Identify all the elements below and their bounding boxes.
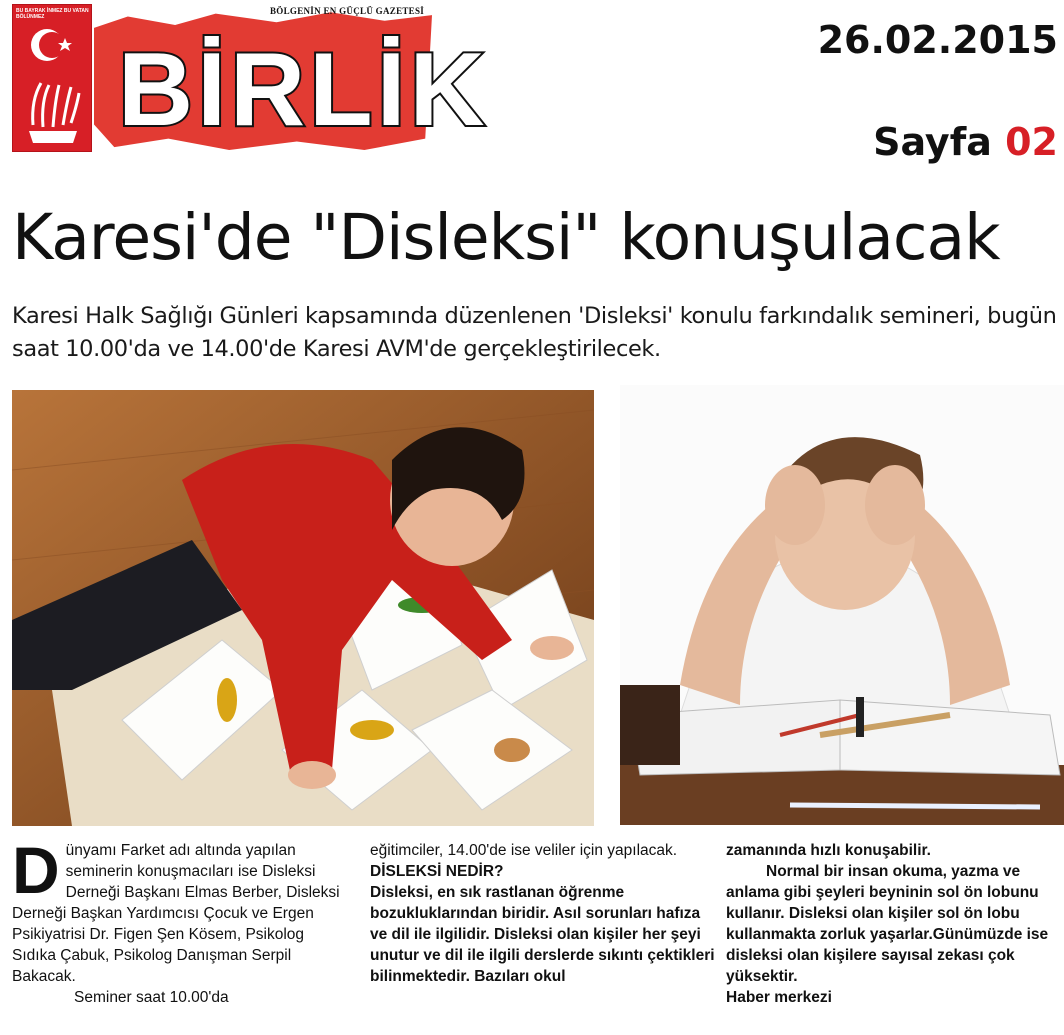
flag-slogan: BU BAYRAK İNMEZ BU VATAN BÖLÜNMEZ [16, 8, 89, 20]
masthead-tagline: BÖLGENİN EN GÜÇLÜ GAZETESİ [270, 6, 425, 16]
article-column-3 [726, 840, 1064, 1008]
drop-cap: D [12, 833, 60, 907]
masthead [12, 4, 489, 154]
page-indicator [873, 120, 1058, 164]
article-headline: Karesi'de "Disleksi" konuşulacak [12, 201, 1000, 274]
page-label: Sayfa [873, 120, 992, 164]
paragraph: eğitimciler, 14.00'de ise veliler için yapılacak. [370, 842, 678, 859]
photo-illustration [12, 390, 594, 826]
paragraph: Normal bir insan okuma, yazma ve anlama gibi şeyleri beyninin sol ön lobunu kullanır. Disleksi olan kişiler sol ön lobu kullanmakta zorluk yaşarlar.Günümüzde ise disleksi olan kişilere sayısal zekası çok yüksektir. [726, 863, 1049, 985]
page-number: 02 [1005, 120, 1058, 164]
issue-date: 26.02.2015 [817, 18, 1058, 62]
article-subhead: Karesi Halk Sağlığı Günleri kapsamında düzenlenen 'Disleksi' konulu farkındalık semineri, bugün saat 10.00'da ve 14.00'de Karesi AVM'de gerçekleştirilecek. [12, 303, 1057, 362]
article-column-1 [12, 833, 352, 1008]
flag-emblem [12, 4, 92, 152]
article-column-2 [370, 840, 715, 987]
paragraph: ünyamı Farket adı altında yapılan seminerin konuşmacıları ise Disleksi Derneği Başkanı Elmas Berber, Disleksi Derneği Başkan Yardımcısı Çocuk ve Ergen Psikiyatrisi Dr. Figen Şen Kösem, Psikolog Sıdıka Çabuk, Psikolog Danışman Serpil Bakacak. [12, 842, 340, 985]
photo-illustration [620, 385, 1064, 825]
photo-boy-holding-head [620, 385, 1064, 825]
section-title: DİSLEKSİ NEDİR? [370, 863, 504, 880]
byline: Haber merkezi [726, 989, 832, 1006]
crescent-star-icon [13, 5, 91, 151]
newspaper-logo: BİRLİK [118, 32, 489, 148]
photo-child-with-letter-cards [12, 390, 594, 826]
paragraph: Seminer saat 10.00'da [74, 989, 229, 1006]
paragraph: zamanında hızlı konuşabilir. [726, 842, 931, 859]
paragraph: Disleksi, en sık rastlanan öğrenme bozukluklarından biridir. Asıl sorunları hafıza ve dil ile ilgilidir. Disleksi olan kişiler her şeyi unutur ve dil ile ilgili derslerde sıkıntı çektikleri bilinmektedir. Bazıları okul [370, 884, 715, 985]
